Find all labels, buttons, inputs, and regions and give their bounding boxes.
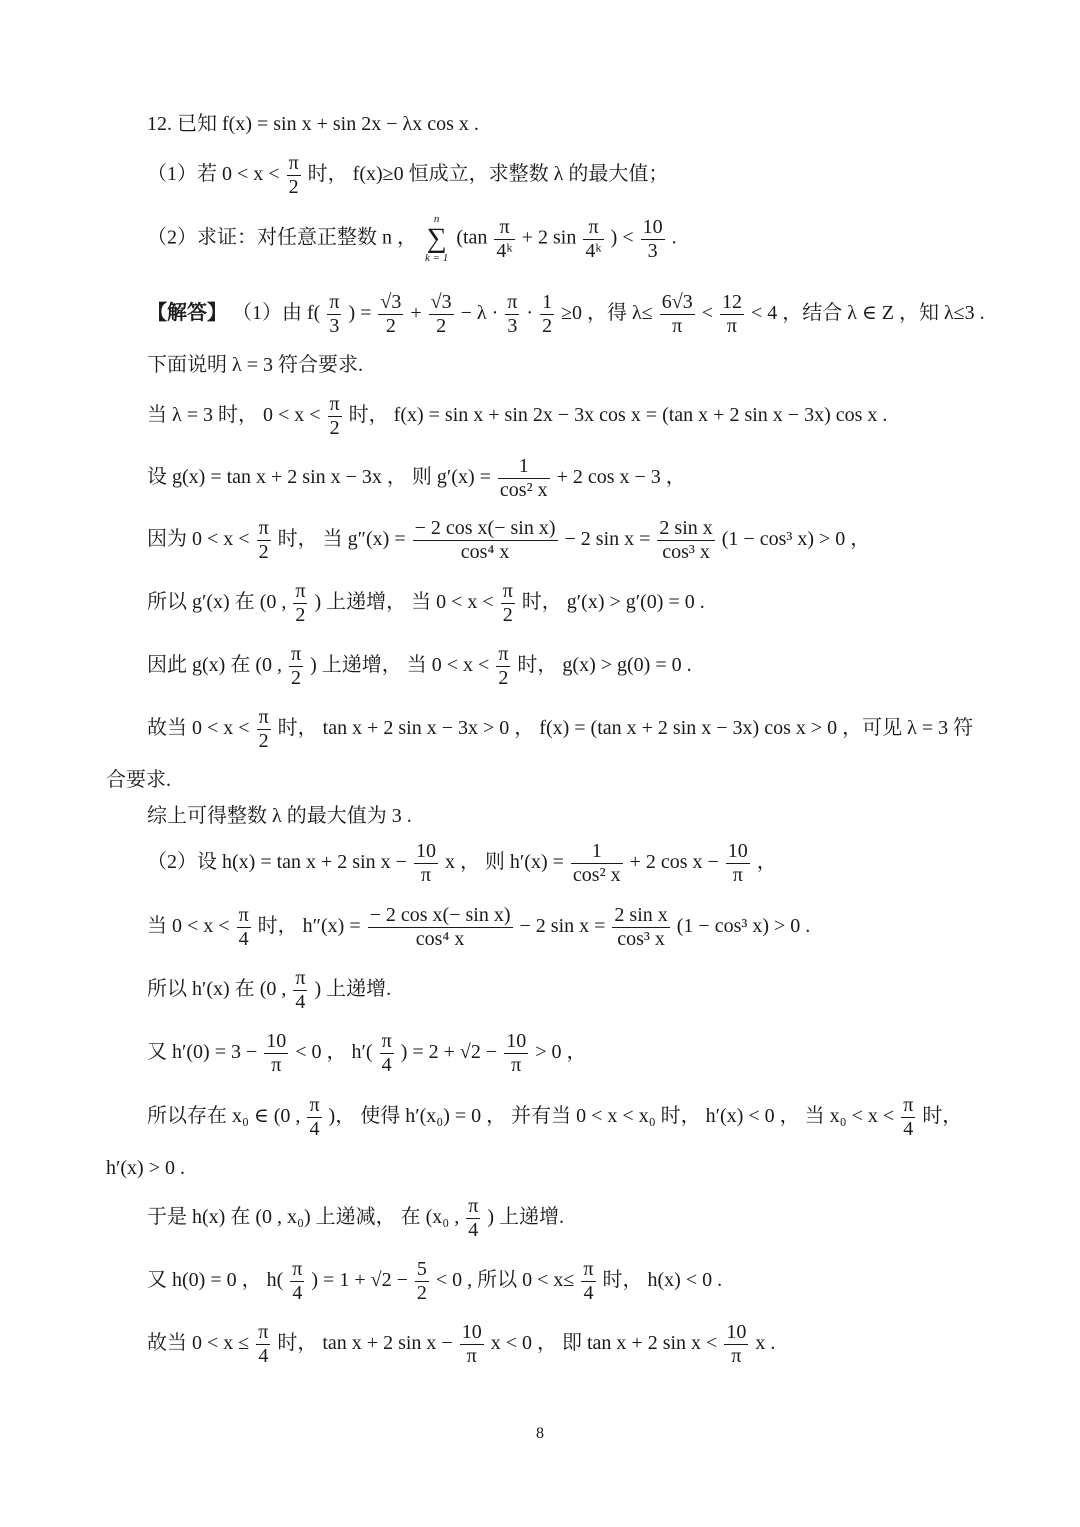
solution-line-9: 合要求. [106,769,171,791]
fraction: $\frac{√3}{2}$ [380,291,402,337]
solution-tag: 【解答】 [147,302,227,325]
fraction: $\frac{10}{\pi}$ [506,1030,527,1076]
fraction: $\frac{\pi}{2}$ [290,643,302,689]
solution-line-18: 又 h(0) = 0 ， h( $\frac{\pi}{4}$ ) = 1 + √2 − $\frac{5}{2}$ < 0 , 所以 0 < x≤ $\frac{\pi}{4}$ 时， h(x) < 0 . [147,1258,723,1304]
solution-line-2: 下面说明 λ = 3 符合要求. [147,354,363,376]
fraction: $\frac{\text{− 2 cos x(− sin x)}}{\text{cos⁴ x}}$ [369,904,511,950]
fraction: $\frac{\text{− 2 cos x(− sin x)}}{\text{cos⁴ x}}$ [414,517,556,563]
fraction: $\frac{5}{2}$ [416,1258,427,1304]
fraction: $\frac{1}{2}$ [542,291,553,337]
fraction: $\frac{\pi}{\text{4ᵏ}}$ [496,215,513,262]
solution-line-6: 所以 g′(x) 在 (0 , $\frac{\pi}{2}$ ) 上递增， 当 0 < x < $\frac{\pi}{2}$ 时， g′(x) > g′(0) = 0 . [147,580,705,626]
fraction: $\frac{10}{\pi}$ [727,840,748,886]
fraction: $\frac{\text{2 sin x}}{\text{cos³ x}}$ [659,517,713,563]
solution-line-10: 综上可得整数 λ 的最大值为 3 . [147,805,412,827]
fraction: $\frac{\pi}{\text{4ᵏ}}$ [585,215,602,262]
fraction: $\frac{\pi}{2}$ [295,580,306,626]
page-number: 8 [536,1425,544,1442]
fraction: $\frac{\pi}{3}$ [329,291,340,337]
solution-line-15: 所以存在 x₀ ∈ (0 , $\frac{\pi}{4}$ )， 使得 h′(x₀) = 0 ， 并有当 0 < x < x₀ 时， h′(x) < 0 ， 当 x₀ < x < $\frac{\pi}{4}$ 时， [147,1094,963,1140]
fraction: $\frac{\pi}{4}$ [292,1258,303,1304]
solution-line-11: （2）设 h(x) = tan x + 2 sin x − $\frac{10}{\pi}$ x ， 则 h′(x) = $\frac{1}{\text{cos² x}}$ + 2 cos x − $\frac{10}{\pi}$ ， [147,840,777,886]
fraction: $\frac{\pi}{4}$ [258,1321,269,1367]
fraction: $\frac{1}{\text{cos² x}}$ [499,455,548,501]
problem-stem: 12. 已知 f(x) = sin x + sin 2x − λx cos x . [147,113,479,135]
fraction: $\frac{\pi}{2}$ [258,517,269,563]
solution-line-4: 设 g(x) = tan x + 2 sin x − 3x ， 则 g′(x) = $\frac{1}{\text{cos² x}}$ + 2 cos x − 3 ， [147,455,686,501]
summation-operator: n ∑ k = 1 [425,213,449,264]
fraction: $\frac{\pi}{4}$ [238,904,249,950]
fraction: $\frac{\pi}{2}$ [329,393,340,439]
fraction: $\frac{\text{2 sin x}}{\text{cos³ x}}$ [614,904,668,950]
solution-line-8: 故当 0 < x < $\frac{\pi}{2}$ 时， tan x + 2 sin x − 3x > 0 ， f(x) = (tan x + 2 sin x − 3x) cos x > 0 ，可见 λ = 3 符 [147,706,974,752]
fraction: $\frac{\pi}{4}$ [381,1030,392,1076]
fraction: $\frac{\pi}{4}$ [309,1094,320,1140]
solution-line-7: 因此 g(x) 在 (0 , $\frac{\pi}{2}$ ) 上递增， 当 0 < x < $\frac{\pi}{2}$ 时， g(x) > g(0) = 0 . [147,643,692,689]
fraction: $\frac{10}{\pi}$ [461,1321,482,1367]
problem-part1: （1）若 0 < x < $\frac{\pi}{2}$ 时， f(x)≥0 恒成立，求整数 λ 的最大值； [147,152,669,198]
solution-line-1: 【解答】 （1）由 f( $\frac{\pi}{3}$ ) = $\frac{√3}{2}$ + $\frac{√3}{2}$ − λ · $\frac{\pi}{3}$ · $\frac{1}{2}$ ≥0 ，得 λ≤ $\frac{6√3}{\pi}$ < $\frac{12}{\pi}$ < 4 ，结合 λ ∈ Z ，知 λ≤3 . [147,291,985,337]
problem-part2: （2）求证：对任意正整数 n ， n ∑ k = 1 (tan $\frac{\pi}{\text{4ᵏ}}$ + 2 sin $\frac{\pi}{\text{4ᵏ}}$ ) < $\frac{10}{3}$ . [147,213,677,264]
fraction: $\frac{\pi}{2}$ [498,643,509,689]
solution-line-19: 故当 0 < x ≤ $\frac{\pi}{4}$ 时， tan x + 2 sin x − $\frac{10}{\pi}$ x < 0 ， 即 tan x + 2 sin x < $\frac{10}{\pi}$ x . [147,1321,776,1367]
fraction: $\frac{6√3}{\pi}$ [661,291,693,337]
fraction: $\frac{\pi}{2}$ [288,152,299,198]
fraction: $\frac{10}{\pi}$ [266,1030,287,1076]
fraction: $\frac{\pi}{4}$ [295,967,306,1013]
fraction: $\frac{\pi}{3}$ [507,291,518,337]
solution-line-16: h′(x) > 0 . [106,1157,185,1179]
solution-line-5: 因为 0 < x < $\frac{\pi}{2}$ 时， 当 g″(x) = $\frac{\text{− 2 cos x(− sin x)}}{\text{cos⁴ x}}$ − 2 sin x = $\frac{\text{2 sin x}}{\text{cos³ x}}$ (1 − cos³ x) > 0 ， [147,517,871,563]
fraction: $\frac{\pi}{4}$ [583,1258,594,1304]
fraction: $\frac{\pi}{2}$ [502,580,513,626]
solution-line-14: 又 h′(0) = 3 − $\frac{10}{\pi}$ < 0 ， h′( $\frac{\pi}{4}$ ) = 2 + √2 − $\frac{10}{\pi}$ > 0 ， [147,1030,587,1076]
solution-line-12: 当 0 < x < $\frac{\pi}{4}$ 时， h″(x) = $\frac{\text{− 2 cos x(− sin x)}}{\text{cos⁴ x}}$ − 2 sin x = $\frac{\text{2 sin x}}{\text{cos³ x}}$ (1 − cos³ x) > 0 . [147,904,811,950]
fraction: $\frac{√3}{2}$ [430,291,452,337]
fraction: $\frac{12}{\pi}$ [721,291,742,337]
solution-line-3: 当 λ = 3 时， 0 < x < $\frac{\pi}{2}$ 时， f(x) = sin x + sin 2x − 3x cos x = (tan x + 2 sin x − 3x) cos x . [147,393,888,439]
fraction: $\frac{10}{\pi}$ [415,840,436,886]
solution-line-13: 所以 h′(x) 在 (0 , $\frac{\pi}{4}$ ) 上递增. [147,967,392,1013]
fraction: $\frac{\pi}{4}$ [468,1195,479,1241]
fraction: $\frac{\pi}{4}$ [903,1094,914,1140]
fraction: $\frac{1}{\text{cos² x}}$ [572,840,621,886]
fraction: $\frac{10}{3}$ [642,215,663,262]
fraction: $\frac{10}{\pi}$ [726,1321,747,1367]
fraction: $\frac{\pi}{2}$ [258,706,269,752]
solution-line-17: 于是 h(x) 在 (0 , x₀) 上递减， 在 (x₀ , $\frac{\pi}{4}$ ) 上递增. [147,1195,565,1241]
